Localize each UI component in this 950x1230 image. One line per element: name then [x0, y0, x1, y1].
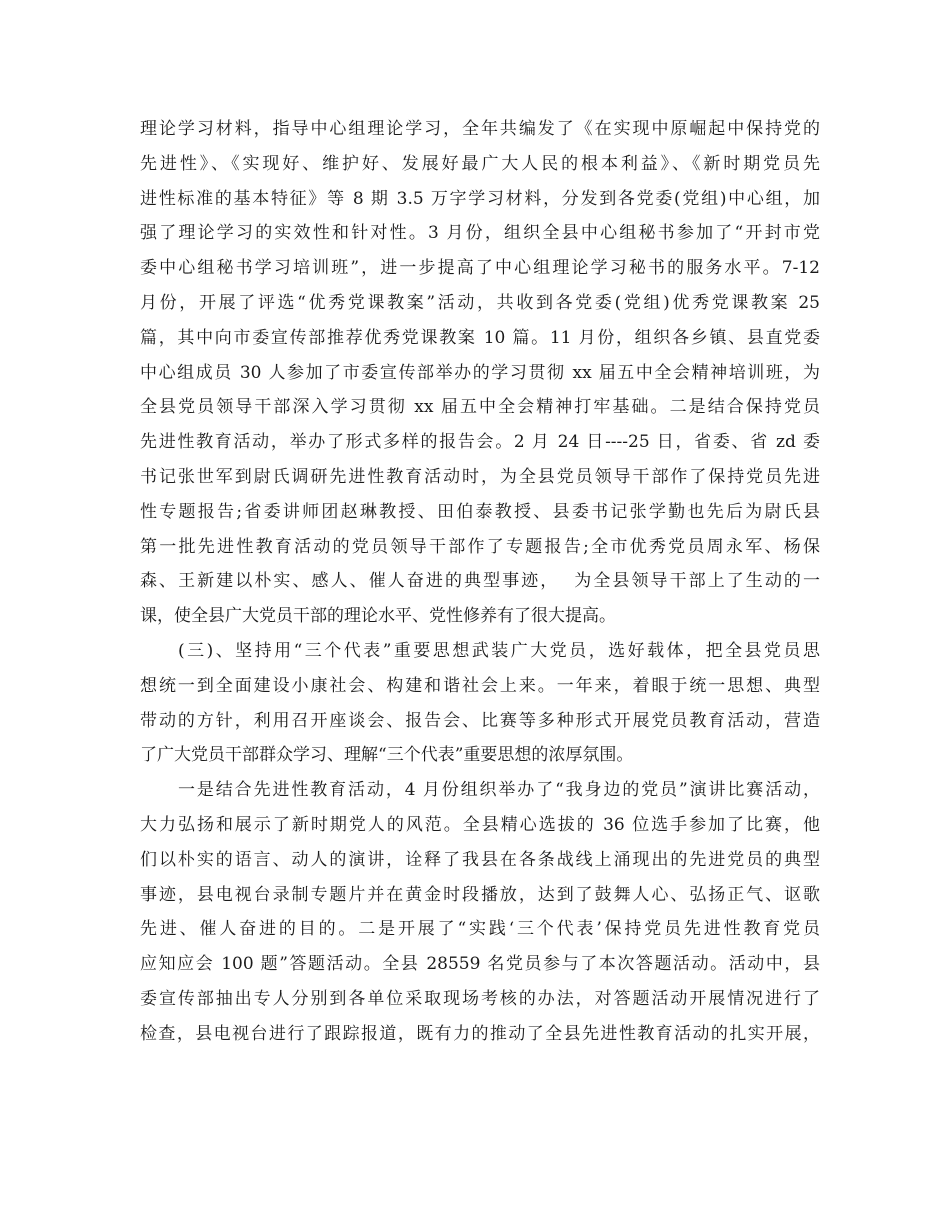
text-line: 大力弘扬和展示了新时期党人的风范。全县精心选拔的 36 位选手参加了比赛，他	[140, 814, 820, 835]
text-line: 强了理论学习的实效性和针对性。3 月份，组织全县中心组秘书参加了“开封市党	[140, 223, 820, 244]
paragraph-start-line: (三)、坚持用“三个代表”重要思想武装广大党员，选好载体，把全县党员思	[178, 640, 820, 661]
text-line: 了广大党员干部群众学习、理解“三个代表”重要思想的浓厚氛围。	[140, 745, 634, 766]
text-line: 第一批先进性教育活动的党员领导干部作了专题报告;全市优秀党员周永军、杨保	[140, 536, 820, 557]
document-body	[140, 112, 820, 1052]
text-line: 全县党员领导干部深入学习贯彻 xx 届五中全会精神打牢基础。二是结合保持党员	[140, 397, 820, 418]
text-line: 想统一到全面建设小康社会、构建和谐社会上来。一年来，着眼于统一思想、典型	[140, 675, 820, 696]
paragraph-start-line: 一是结合先进性教育活动，4 月份组织举办了“我身边的党员”演讲比赛活动，	[178, 780, 820, 801]
text-line: 事迹，县电视台录制专题片并在黄金时段播放，达到了鼓舞人心、弘扬正气、讴歌	[140, 884, 820, 905]
text-line: 篇，其中向市委宣传部推荐优秀党课教案 10 篇。11 月份，组织各乡镇、县直党委	[140, 327, 820, 348]
text-line: 们以朴实的语言、动人的演讲，诠释了我县在各条战线上涌现出的先进党员的典型	[140, 849, 820, 870]
text-line: 进性标准的基本特征》等 8 期 3.5 万字学习材料，分发到各党委(党组)中心组，加	[140, 188, 820, 209]
text-line: 委宣传部抽出专人分别到各单位采取现场考核的办法，对答题活动开展情况进行了	[140, 988, 820, 1009]
text-line: 先进性》、《实现好、维护好、发展好最广大人民的根本利益》、《新时期党员先	[140, 153, 820, 174]
text-line: 先进性教育活动，举办了形式多样的报告会。2 月 24 日----25 日，省委、省 zd 委	[140, 432, 820, 453]
text-line: 书记张世军到尉氏调研先进性教育活动时，为全县党员领导干部作了保持党员先进	[140, 466, 820, 487]
text-line: 中心组成员 30 人参加了市委宣传部举办的学习贯彻 xx 届五中全会精神培训班，为	[140, 362, 820, 383]
text-line: 应知应会 100 题”答题活动。全县 28559 名党员参与了本次答题活动。活动中，县	[140, 954, 820, 975]
text-line: 课，使全县广大党员干部的理论水平、党性修养有了很大提高。	[140, 606, 616, 627]
text-line: 月份，开展了评选“优秀党课教案”活动，共收到各党委(党组)优秀党课教案 25	[140, 292, 820, 313]
text-line: 委中心组秘书学习培训班”，进一步提高了中心组理论学习秘书的服务水平。7-12	[140, 258, 820, 279]
text-line: 理论学习材料，指导中心组理论学习，全年共编发了《在实现中原崛起中保持党的	[140, 119, 820, 139]
text-line: 性专题报告;省委讲师团赵琳教授、田伯泰教授、县委书记张学勤也先后为尉氏县	[140, 501, 820, 522]
text-line: 检查，县电视台进行了跟踪报道，既有力的推动了全县先进性教育活动的扎实开展，	[140, 1023, 820, 1044]
text-line: 带动的方针，利用召开座谈会、报告会、比赛等多种形式开展党员教育活动，营造	[140, 710, 820, 731]
text-line: 森、王新建以朴实、感人、催人奋进的典型事迹， 为全县领导干部上了生动的一	[140, 571, 820, 592]
text-line: 先进、催人奋进的目的。二是开展了“实践‘三个代表’保持党员先进性教育党员	[140, 919, 820, 940]
